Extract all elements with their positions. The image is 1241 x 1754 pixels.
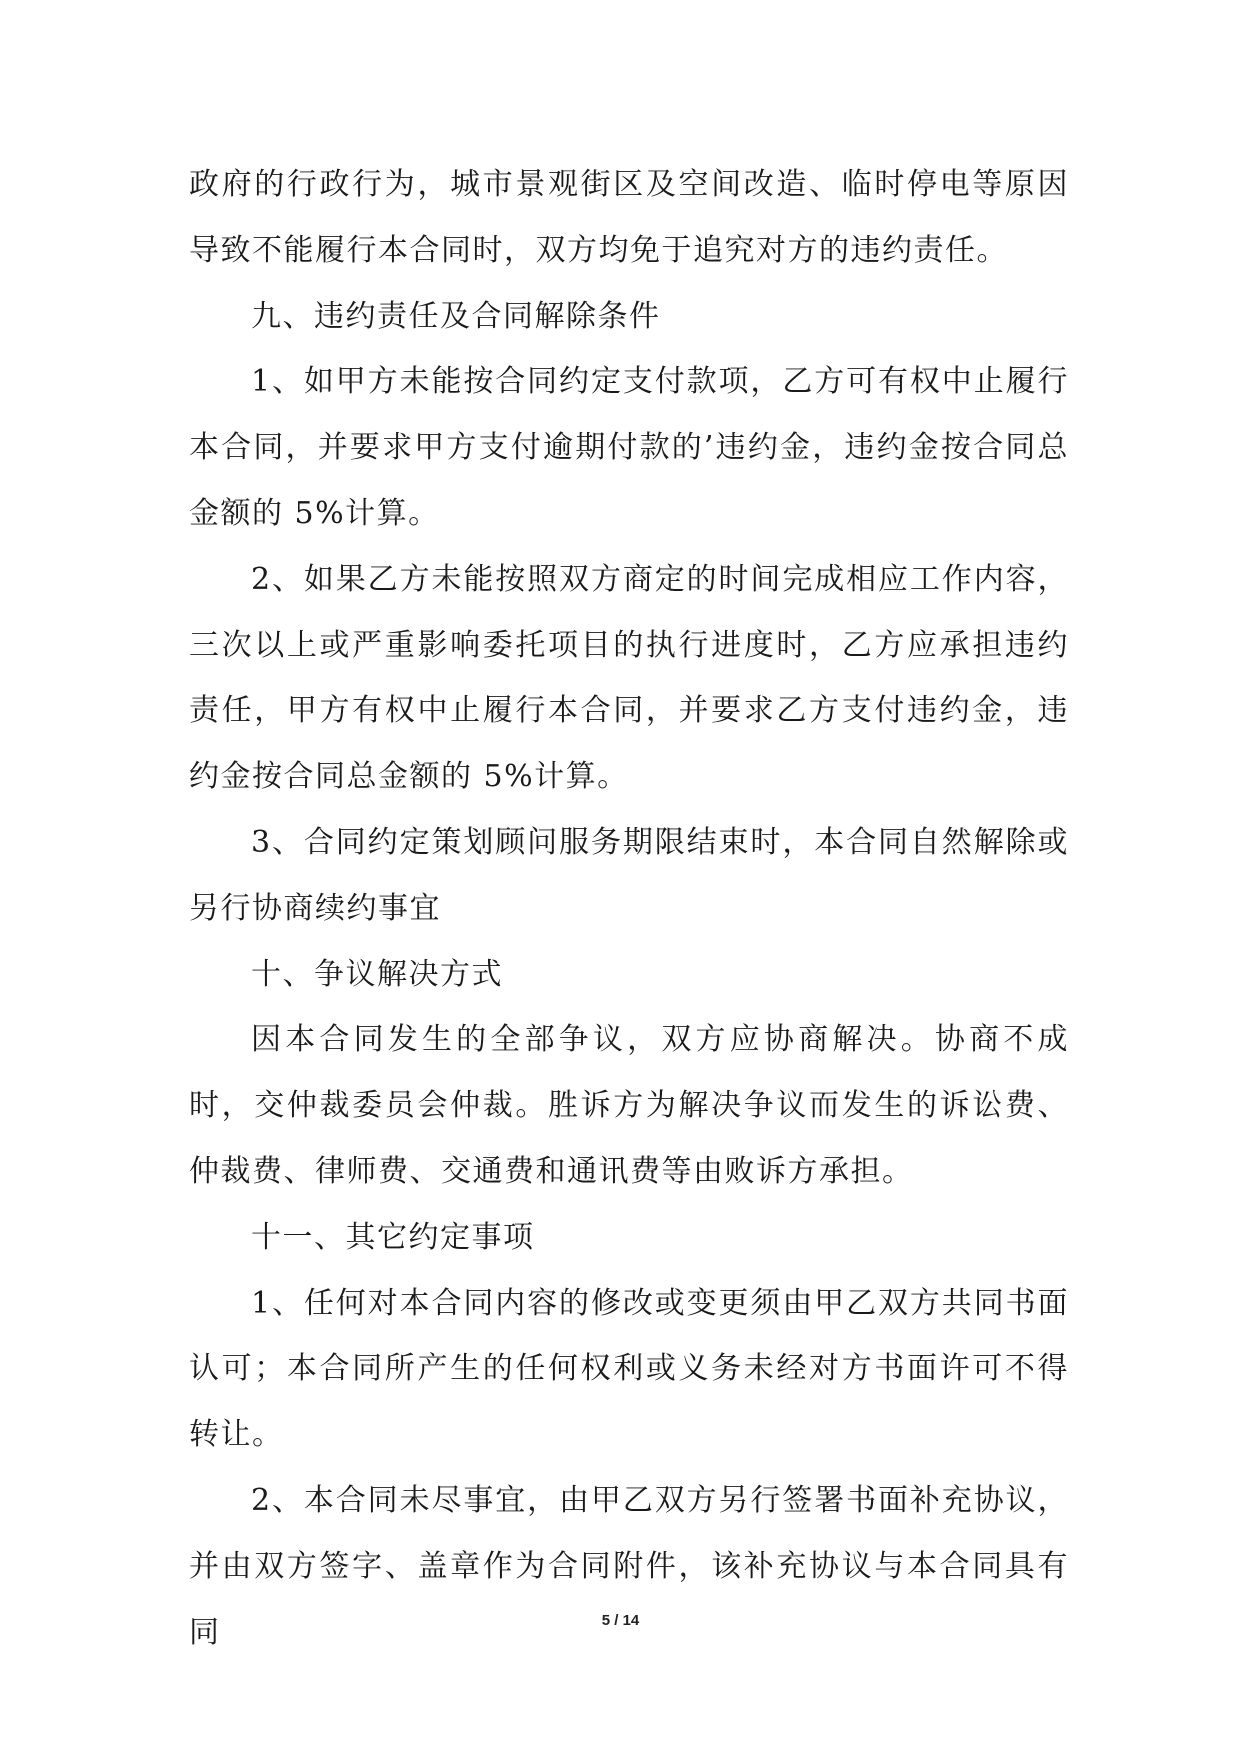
paragraph-clause-9-1: 1、如甲方未能按合同约定支付款项，乙方可有权中止履行本合同，并要求甲方支付逾期付款的’违约金，违约金按合同总金额的 5%计算。 (189, 364, 1069, 531)
paragraph-clause-11-1: 1、任何对本合同内容的修改或变更须由甲乙双方共同书面认可；本合同所产生的任何权利或义务未经对方书面许可不得转让。 (189, 1285, 1069, 1453)
section-heading-other-matters: 十一、其它约定事项 (251, 1219, 535, 1255)
section-heading-breach-liability: 九、违约责任及合同解除条件 (251, 298, 661, 334)
paragraph-force-majeure-continued: 政府的行政行为，城市景观街区及空间改造、临时停电等原因导致不能履行本合同时，双方均免于追究对方的违约责任。 (189, 167, 1069, 268)
paragraph-clause-11-2: 2、本合同未尽事宜，由甲乙双方另行签署书面补充协议，并由双方签字、盖章作为合同附件，该补充协议与本合同具有同 (189, 1482, 1069, 1650)
paragraph-clause-9-2: 2、如果乙方未能按照双方商定的时间完成相应工作内容，三次以上或严重影响委托项目的执行进度时，乙方应承担违约责任，甲方有权中止履行本合同，并要求乙方支付违约金，违约金按合同总金额的 5%计算。 (189, 561, 1069, 795)
paragraph-clause-9-3: 3、合同约定策划顾问服务期限结束时，本合同自然解除或另行协商续约事宜 (189, 824, 1069, 926)
paragraph-dispute-resolution: 因本合同发生的全部争议，双方应协商解决。协商不成时，交仲裁委员会仲裁。胜诉方为解决争议而发生的诉讼费、仲裁费、律师费、交通费和通讯费等由败诉方承担。 (189, 1022, 1069, 1189)
page-number: 5 / 14 (601, 1612, 640, 1629)
document-body (189, 152, 1069, 1665)
section-heading-dispute-resolution: 十、争议解决方式 (251, 956, 503, 992)
